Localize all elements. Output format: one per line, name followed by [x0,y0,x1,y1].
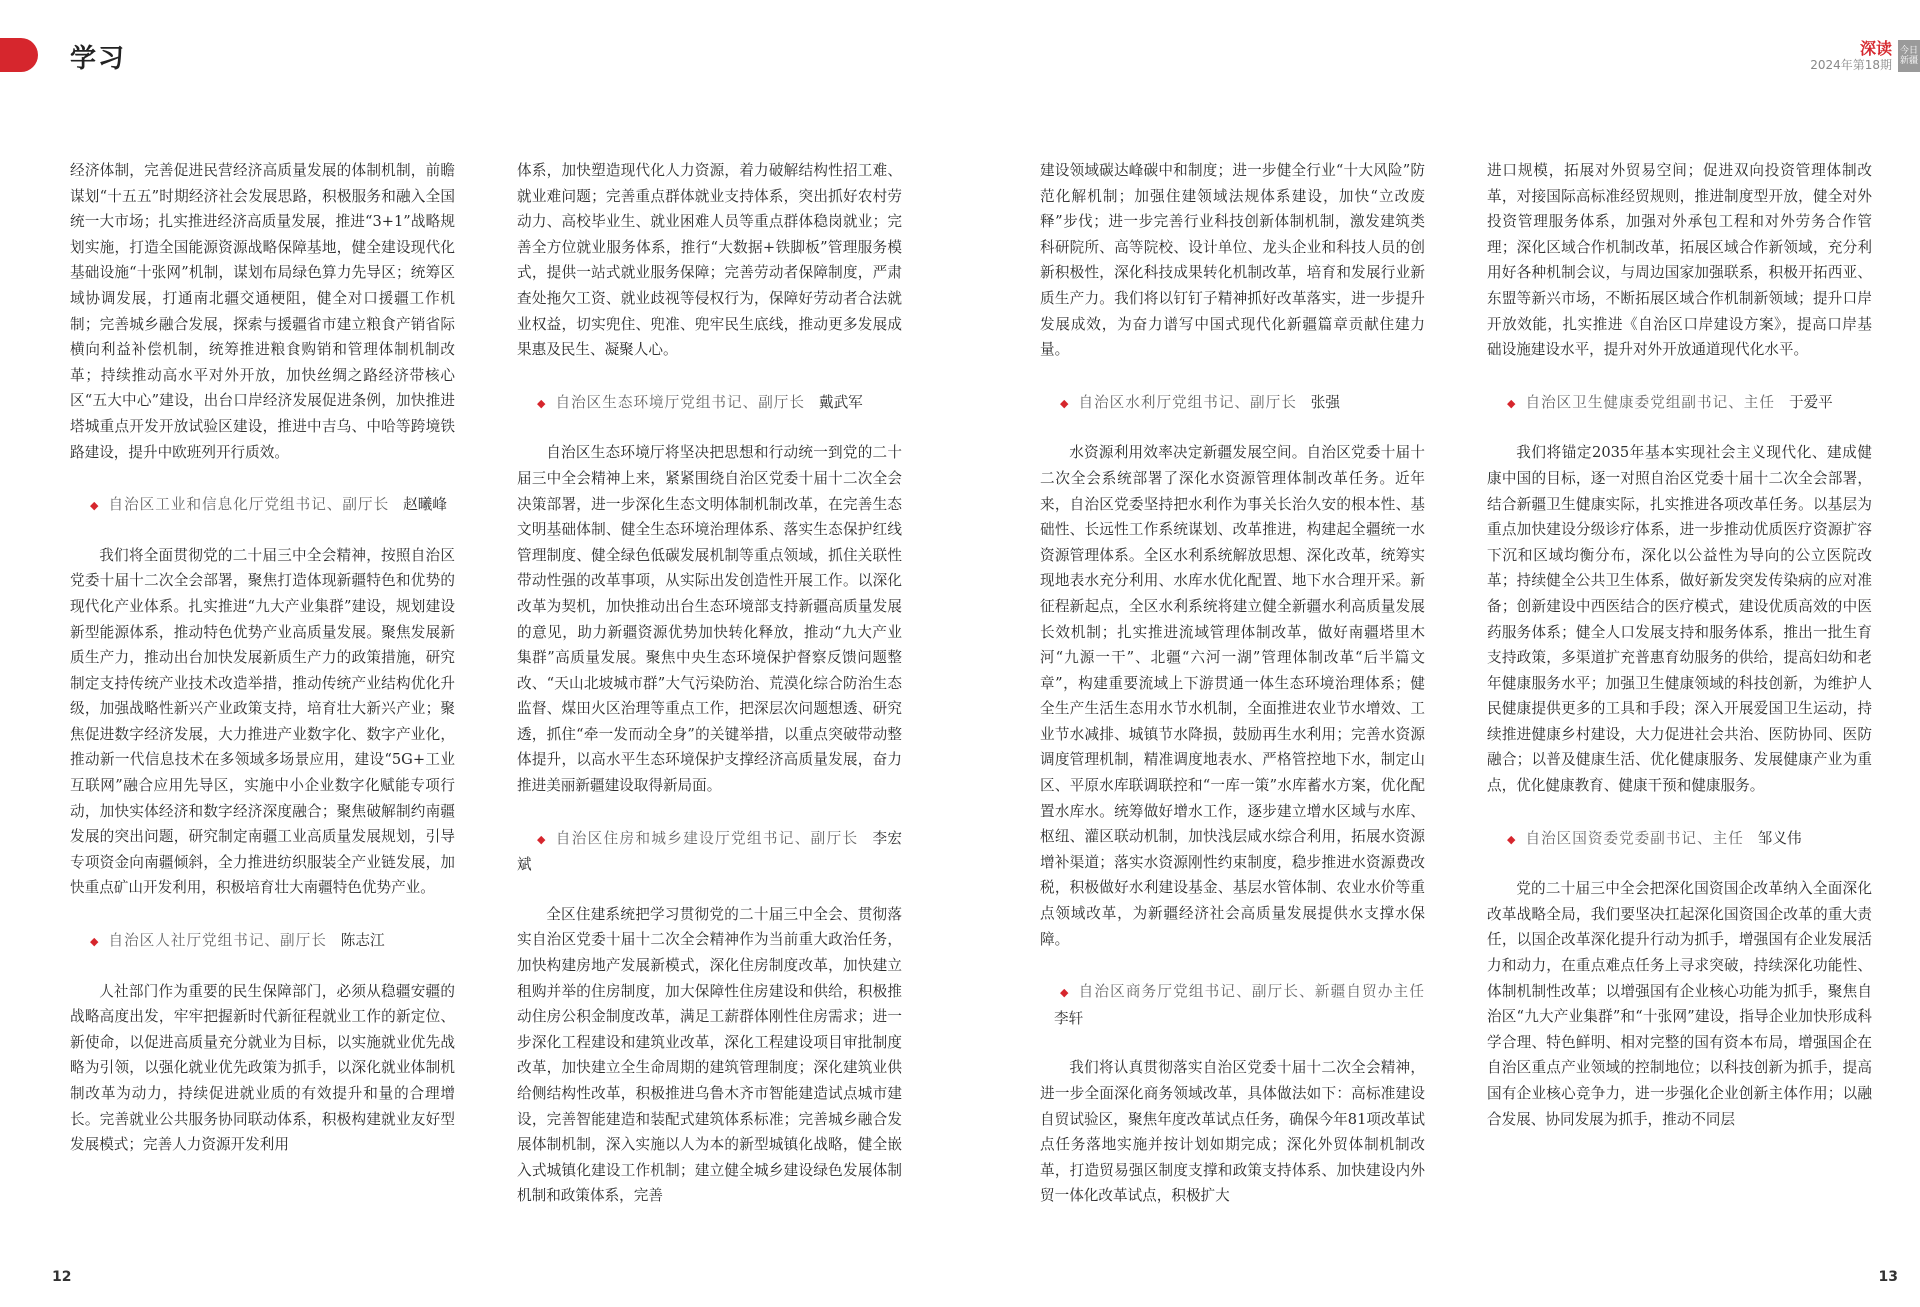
author-byline [1487,390,1872,417]
article-paragraph: 党的二十届三中全会把深化国资国企改革纳入全面深化改革战略全局，我们要坚决扛起深化国资国企改革的重大责任，以国企改革深化提升行动为抓手，增强国有企业发展活力和动力，在重点难点任务上寻求突破，持续深化功能性、体制机制性改革；以增强国有企业核心功能为抓手，聚焦自治区“九大产业集群”和“十张网”建设，指导企业加快形成科学合理、特色鲜明、相对完整的国有资本布局，增强国企在自治区重点产业领域的控制地位；以科技创新为抓手，提高国有企业核心竞争力，进一步强化企业创新主体作用；以融合发展、协同发展为抓手，推动不同层 [1487,880,1872,1128]
article-paragraph: 经济体制，完善促进民营经济高质量发展的体制机制，前瞻谋划“十五五”时期经济社会发展思路，积极服务和融入全国统一大市场；扎实推进经济高质量发展，推进“3+1”战略规划实施，打造全国能源资源战略保障基地，健全建设现代化基础设施“十张网”机制，谋划布局绿色算力先导区；统筹区域协调发展，打通南北疆交通梗阻，健全对口援疆工作机制；完善城乡融合发展，探索与援疆省市建立粮食产销省际横向利益补偿机制，统筹推进粮食购销和管理体制机制改革；持续推动高水平对外开放，加快丝绸之路经济带核心区“五大中心”建设，出台口岸经济发展促进条例，加快推进塔城重点开发开放试验区建设，推进中吉乌、中哈等跨境铁路建设，提升中欧班列开行质效。 [70,162,455,461]
diamond-bullet-icon: ◆ [1507,832,1516,846]
author-name: 于爱平 [1788,393,1833,411]
diamond-bullet-icon: ◆ [1060,396,1069,410]
author-name: 邹义伟 [1757,829,1802,847]
author-byline [1040,390,1425,417]
author-role: 自治区住房和城乡建设厅党组书记、副厅长 [555,829,859,847]
brand-box-line-1: 今日 [1899,46,1918,56]
author-name: 李轩 [1054,1009,1084,1027]
brand-box-line-2: 新疆 [1899,56,1918,66]
diamond-bullet-icon: ◆ [90,499,99,513]
author-name: 张强 [1310,393,1340,411]
author-byline [517,826,902,878]
diamond-bullet-icon: ◆ [537,832,546,846]
article-paragraph: 自治区生态环境厅将坚决把思想和行动统一到党的二十届三中全会精神上来，紧紧围绕自治区党委十届十二次全会决策部署，进一步深化生态文明体制机制改革，在完善生态文明基础体制、健全生态环境治理体系、落实生态保护红线管理制度、健全绿色低碳发展机制等重点领域，抓住关联性带动性强的改革事项，从实际出发创造性开展工作。以深化改革为契机，加快推动出台生态环境部支持新疆高质量发展的意见，助力新疆资源优势加快转化释放，推动“九大产业集群”高质量发展。聚焦中央生态环境保护督察反馈问题整改、“天山北坡城市群”大气污染防治、荒漠化综合防治生态监督、煤田火区治理等重点工作，把深层次问题想透、研究透，抓住“牵一发而动全身”的关键举措，以重点突破带动整体提升，以高水平生态环境保护支撑经济高质量发展，奋力推进美丽新疆建设取得新局面。 [517,444,902,795]
author-role: 自治区国资委党委副书记、主任 [1525,829,1744,847]
column-1 [70,158,455,1258]
section-marker-tab [0,38,38,72]
author-byline [517,390,902,417]
column-4 [1487,158,1872,1258]
author-role: 自治区商务厅党组书记、副厅长、新疆自贸办主任 [1078,983,1425,1001]
diamond-bullet-icon: ◆ [537,396,546,410]
article-paragraph: 进口规模，拓展对外贸易空间；促进双向投资管理体制改革，对接国际高标准经贸规则，推进制度型开放，健全对外投资管理服务体系，加强对外承包工程和对外劳务合作管理；深化区域合作机制改革，拓展区域合作新领域，充分利用好各种机制会议，与周边国家加强联系，积极开拓西亚、东盟等新兴市场，不断拓展区域合作机制新领域；提升口岸开放效能，扎实推进《自治区口岸建设方案》，提高口岸基础设施建设水平，提升对外开放通道现代化水平。 [1487,162,1872,359]
author-name: 戴武军 [818,393,863,411]
diamond-bullet-icon: ◆ [1507,396,1516,410]
article-paragraph: 水资源利用效率决定新疆发展空间。自治区党委十届十二次全会系统部署了深化水资源管理体制改革任务。近年来，自治区党委坚持把水利作为事关长治久安的根本性、基础性、长远性工作系统谋划、改革推进，构建起全疆统一水资源管理体系。全区水利系统解放思想、深化改革，统筹实现地表水充分利用、水库水优化配置、地下水合理开采。新征程新起点，全区水利系统将建立健全新疆水利高质量发展长效机制；扎实推进流域管理体制改革，做好南疆塔里木河“九源一干”、北疆“六河一湖”管理体制改革“后半篇文章”，构建重要流域上下游贯通一体生态环境治理体系；健全生产生活生态用水节水机制，全面推进农业节水增效、工业节水减排、城镇节水降损，鼓励再生水利用；完善水资源调度管理机制，精准调度地表水、严格管控地下水，制定山区、平原水库联调联控和“一库一策”水库蓄水方案，优化配置水库水。统筹做好增水工作，逐步建立增水区域与水库、枢纽、灌区联动机制，加快浅层咸水综合利用，拓展水资源增补渠道；落实水资源刚性约束制度，稳步推进水资源费改税，积极做好水利建设基金、基层水管体制、农业水价等重点领域改革，为新疆经济社会高质量发展提供水支撑水保障。 [1040,444,1425,948]
author-role: 自治区工业和信息化厅党组书记、副厅长 [108,496,390,514]
article-paragraph: 全区住建系统把学习贯彻党的二十届三中全会、贯彻落实自治区党委十届十二次全会精神作为当前重大政治任务，加快构建房地产发展新模式，深化住房制度改革，加快建立租购并举的住房制度，加大保障性住房建设和供给，积极推动住房公积金制度改革，满足工薪群体刚性住房需求；进一步深化工程建设和建筑业改革，深化工程建设项目审批制度改革，加快建立全生命周期的建筑管理制度；深化建筑业供给侧结构性改革，积极推进乌鲁木齐市智能建造试点城市建设，完善智能建造和装配式建筑体系标准；完善城乡融合发展体制机制，深入实施以人为本的新型城镇化战略，健全嵌入式城镇化建设工作机制；建立健全城乡建设绿色发展体制机制和政策体系，完善 [517,905,902,1205]
column-2 [517,158,902,1258]
author-role: 自治区人社厅党组书记、副厅长 [108,932,327,950]
author-role: 自治区水利厅党组书记、副厅长 [1078,393,1297,411]
diamond-bullet-icon: ◆ [1060,986,1069,1000]
article-paragraph: 我们将认真贯彻落实自治区党委十届十二次全会精神，进一步全面深化商务领域改革，具体做法如下：高标准建设自贸试验区，聚焦年度改革试点任务，确保今年81项改革试点任务落地实施并按计划如期完成；深化外贸体制机制改革，打造贸易强区制度支撑和政策支持体系、加快建设内外贸一体化改革试点，积极扩大 [1040,1059,1425,1205]
author-byline [70,492,455,519]
author-name: 李宏斌 [517,829,902,874]
page-number-right: 13 [1878,1269,1898,1285]
article-paragraph: 人社部门作为重要的民生保障部门，必须从稳疆安疆的战略高度出发，牢牢把握新时代新征程就业工作的新定位、新使命，以促进高质量充分就业为目标，以实施就业优先战略为引领，以强化就业优先政策为抓手，以深化就业体制机制改革为动力，持续促进就业质的有效提升和量的合理增长。完善就业公共服务协同联动体系，积极构建就业友好型发展模式；完善人力资源开发利用 [70,982,455,1154]
author-role: 自治区生态环境厅党组书记、副厅长 [555,393,805,411]
diamond-bullet-icon: ◆ [90,935,99,949]
article-paragraph: 体系，加快塑造现代化人力资源，着力破解结构性招工难、就业难问题；完善重点群体就业支持体系，突出抓好农村劳动力、高校毕业生、就业困难人员等重点群体稳岗就业；完善全方位就业服务体系，推行“大数据+铁脚板”管理服务模式，提供一站式就业服务保障；完善劳动者保障制度，严肃查处拖欠工资、就业歧视等侵权行为，保障好劳动者合法就业权益，切实兜住、兜准、兜牢民生底线，推动更多发展成果惠及民生、凝聚人心。 [517,162,902,359]
author-name: 陈志江 [340,932,385,950]
author-role: 自治区卫生健康委党组副书记、主任 [1525,393,1775,411]
author-byline [1487,826,1872,853]
magazine-brand [1810,40,1920,72]
brand-name: 深读 [1859,39,1892,58]
article-paragraph: 我们将锚定2035年基本实现社会主义现代化、建成健康中国的目标，逐一对照自治区党委十届十二次全会部署，结合新疆卫生健康实际，扎实推进各项改革任务。以基层为重点加快建设分级诊疗体系，进一步推动优质医疗资源扩容下沉和区域均衡分布，深化以公益性为导向的公立医院改革；持续健全公共卫生体系，做好新发突发传染病的应对准备；创新建设中西医结合的医疗模式，建设优质高效的中医药服务体系；健全人口发展支持和服务体系，推出一批生育支持政策，多渠道扩充普惠育幼服务的供给，提高妇幼和老年健康服务水平；加强卫生健康领域的科技创新，为维护人民健康提供更多的工具和手段；深入开展爱国卫生运动，持续推进健康乡村建设，大力促进社会共治、医防协同、医防融合；以普及健康生活、优化健康服务、发展健康产业为重点，优化健康教育、健康干预和健康服务。 [1487,444,1872,795]
author-byline [1040,979,1425,1031]
author-name: 赵曦峰 [403,496,447,514]
column-3 [1040,158,1425,1258]
article-paragraph: 我们将全面贯彻党的二十届三中全会精神，按照自治区党委十届十二次全会部署，聚焦打造体现新疆特色和优势的现代化产业体系。扎实推进“九大产业集群”建设，规划建设新型能源体系，推动特色优势产业高质量发展。聚焦发展新质生产力，推动出台加快发展新质生产力的政策措施，研究制定支持传统产业技术改造举措，推动传统产业结构优化升级，加强战略性新兴产业政策支持，培育壮大新兴产业；聚焦促进数字经济发展，大力推进产业数字化、数字产业化，推动新一代信息技术在多领域多场景应用，建设“5G+工业互联网”融合应用先导区，实施中小企业数字化赋能专项行动，加快实体经济和数字经济深度融合；聚焦破解制约南疆发展的突出问题，研究制定南疆工业高质量发展规划，引导专项资金向南疆倾斜，全力推进纺织服装全产业链发展，加快重点矿山开发利用，积极培育壮大南疆特色优势产业。 [70,546,455,897]
article-paragraph: 建设领域碳达峰碳中和制度；进一步健全行业“十大风险”防范化解机制；加强住建领域法规体系建设，加快“立改废释”步伐；进一步完善行业科技创新体制机制，激发建筑类科研院所、高等院校、设计单位、龙头企业和科技人员的创新积极性，深化科技成果转化机制改革，培育和发展行业新质生产力。我们将以钉钉子精神抓好改革落实，进一步提升发展成效，为奋力谱写中国式现代化新疆篇章贡献住建力量。 [1040,162,1425,359]
brand-logo-box [1898,40,1920,72]
author-byline [70,928,455,955]
page-number-left: 12 [52,1269,72,1285]
issue-label: 2024年第18期 [1810,58,1892,72]
section-title: 学习 [70,44,127,74]
